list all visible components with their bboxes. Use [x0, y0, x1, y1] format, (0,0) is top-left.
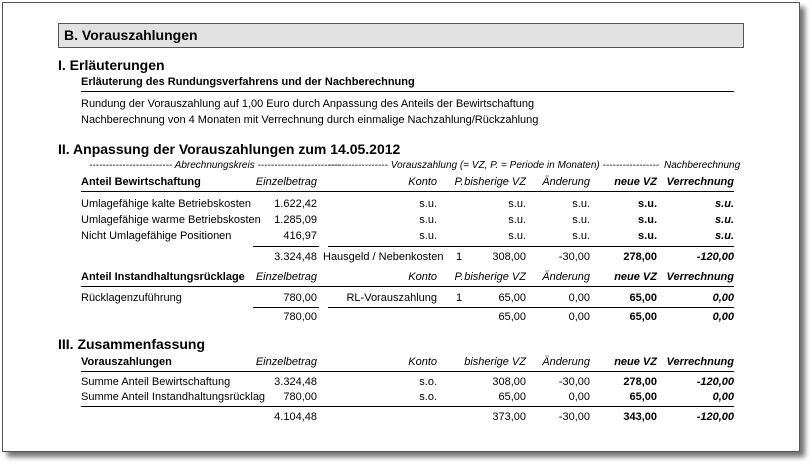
row-verrechnung: 0,00: [712, 292, 734, 304]
col-konto-header: Konto: [408, 271, 437, 283]
group-header-nachberechnung: Nachberechnung: [664, 160, 741, 171]
col-aenderung-header: Änderung: [542, 271, 590, 283]
row-neue: s.u.: [638, 230, 657, 242]
col-bisherige-header: bisherige VZ: [464, 176, 526, 188]
sum-divider: [253, 307, 319, 308]
section-b-title: B. Vorauszahlungen: [64, 27, 198, 43]
col-name-header: Anteil Bewirtschaftung: [81, 176, 201, 188]
col-neue-header: neue VZ: [614, 176, 657, 188]
row-konto: s.u.: [419, 198, 437, 210]
row-neue: 65,00: [629, 292, 657, 304]
section-b-header: [58, 23, 744, 48]
row-bisherige: 65,00: [498, 292, 526, 304]
row-einzelbetrag: 1.622,42: [274, 198, 317, 210]
total-einzelbetrag: 3.324,48: [274, 251, 317, 263]
total-aenderung: 0,00: [568, 311, 590, 323]
total-konto: Hausgeld / Nebenkosten: [323, 251, 444, 263]
col-konto-header: Konto: [408, 176, 437, 188]
section-i-subtitle: Erläuterung des Rundungsverfahrens und der Nachberechnung: [81, 76, 415, 88]
sum-divider: [253, 246, 319, 247]
col-bisherige-header: bisherige VZ: [464, 271, 526, 283]
total-neue: 343,00: [623, 411, 657, 423]
row-name: Summe Anteil Bewirtschaftung: [81, 376, 231, 388]
col-einzelbetrag-header: Einzelbetrag: [255, 271, 317, 283]
total-bisherige: 373,00: [492, 411, 526, 423]
col-konto-header: Konto: [408, 356, 437, 368]
row-einzelbetrag: 780,00: [283, 292, 317, 304]
total-bisherige: 65,00: [498, 311, 526, 323]
divider: [81, 191, 734, 192]
col-neue-header: neue VZ: [614, 356, 657, 368]
row-konto: RL-Vorauszahlung: [346, 292, 437, 304]
row-aenderung: -30,00: [558, 376, 590, 388]
row-bisherige: s.u.: [508, 230, 526, 242]
row-bisherige: s.u.: [508, 214, 526, 226]
explanation-line-2: Nachberechnung von 4 Monaten mit Verrechnung durch einmalige Nachzahlung/Rückzahlung: [81, 114, 539, 126]
row-verrechnung: s.u.: [715, 198, 734, 210]
total-einzelbetrag: 780,00: [283, 311, 317, 323]
sum-divider: [328, 307, 734, 308]
col-name-header: Vorauszahlungen: [81, 356, 172, 368]
row-einzelbetrag: 1.285,09: [274, 214, 317, 226]
total-bisherige: 308,00: [492, 251, 526, 263]
col-verrechnung-header: Verrechnung: [666, 356, 734, 368]
row-bisherige: 65,00: [498, 391, 526, 403]
col-einzelbetrag-header: Einzelbetrag: [255, 356, 317, 368]
col-aenderung-header: Änderung: [542, 176, 590, 188]
row-name: Summe Anteil Instandhaltungsrücklag: [81, 391, 266, 403]
row-einzelbetrag: 3.324,48: [274, 376, 317, 388]
row-aenderung: s.u.: [572, 198, 590, 210]
row-einzelbetrag: 416,97: [283, 230, 317, 242]
col-verrechnung-header: Verrechnung: [666, 176, 734, 188]
total-verrechnung: 0,00: [712, 311, 734, 323]
section-iii-title: III. Zusammenfassung: [58, 336, 206, 352]
row-name: Umlagefähige warme Betriebskosten: [81, 214, 261, 226]
divider: [81, 371, 734, 372]
col-p-header: P.: [454, 271, 464, 283]
section-ii-title: II. Anpassung der Vorauszahlungen zum 14.05.2012: [58, 141, 401, 157]
group-header-vorauszahlung: ------------------ Vorauszahlung (= VZ, P. = Periode in Monaten) -----------------: [328, 160, 660, 171]
row-verrechnung: s.u.: [715, 230, 734, 242]
row-aenderung: s.u.: [572, 214, 590, 226]
sum-divider: [328, 246, 734, 247]
row-konto: s.u.: [419, 214, 437, 226]
row-neue: 65,00: [629, 391, 657, 403]
row-verrechnung: s.u.: [715, 214, 734, 226]
row-aenderung: s.u.: [572, 230, 590, 242]
row-name: Umlagefähige kalte Betriebskosten: [81, 198, 251, 210]
group-header-abrechnungskreis: ------------------------- Abrechnungskreis -------------------------: [89, 160, 341, 171]
total-verrechnung: -120,00: [696, 251, 734, 263]
row-neue: 278,00: [623, 376, 657, 388]
col-p-header: P.: [454, 176, 464, 188]
col-einzelbetrag-header: Einzelbetrag: [255, 176, 317, 188]
row-bisherige: s.u.: [508, 198, 526, 210]
col-neue-header: neue VZ: [614, 271, 657, 283]
total-aenderung: -30,00: [558, 411, 590, 423]
total-aenderung: -30,00: [558, 251, 590, 263]
col-bisherige-header: bisherige VZ: [464, 356, 526, 368]
row-konto: s.o.: [419, 376, 437, 388]
col-name-header: Anteil Instandhaltungsrücklage: [81, 271, 245, 283]
row-aenderung: 0,00: [568, 391, 590, 403]
explanation-line-1: Rundung der Vorauszahlung auf 1,00 Euro durch Anpassung des Anteils der Bewirtschaftung: [81, 98, 535, 110]
divider: [81, 286, 734, 287]
total-neue: 278,00: [623, 251, 657, 263]
total-verrechnung: -120,00: [696, 411, 734, 423]
row-name: Nicht Umlagefähige Positionen: [81, 230, 232, 242]
row-verrechnung: 0,00: [712, 391, 734, 403]
row-einzelbetrag: 780,00: [283, 391, 317, 403]
total-p: 1: [455, 251, 463, 263]
document-page: [2, 2, 800, 452]
total-neue: 65,00: [629, 311, 657, 323]
section-i-title: I. Erläuterungen: [58, 57, 165, 73]
row-aenderung: 0,00: [568, 292, 590, 304]
col-aenderung-header: Änderung: [542, 356, 590, 368]
sum-divider: [81, 406, 734, 407]
row-konto: s.o.: [419, 391, 437, 403]
row-p: 1: [455, 292, 463, 304]
col-verrechnung-header: Verrechnung: [666, 271, 734, 283]
row-konto: s.u.: [419, 230, 437, 242]
row-bisherige: 308,00: [492, 376, 526, 388]
row-neue: s.u.: [638, 198, 657, 210]
divider: [81, 91, 734, 92]
row-name: Rücklagenzuführung: [81, 292, 182, 304]
row-neue: s.u.: [638, 214, 657, 226]
row-verrechnung: -120,00: [696, 376, 734, 388]
total-einzelbetrag: 4.104,48: [274, 411, 317, 423]
